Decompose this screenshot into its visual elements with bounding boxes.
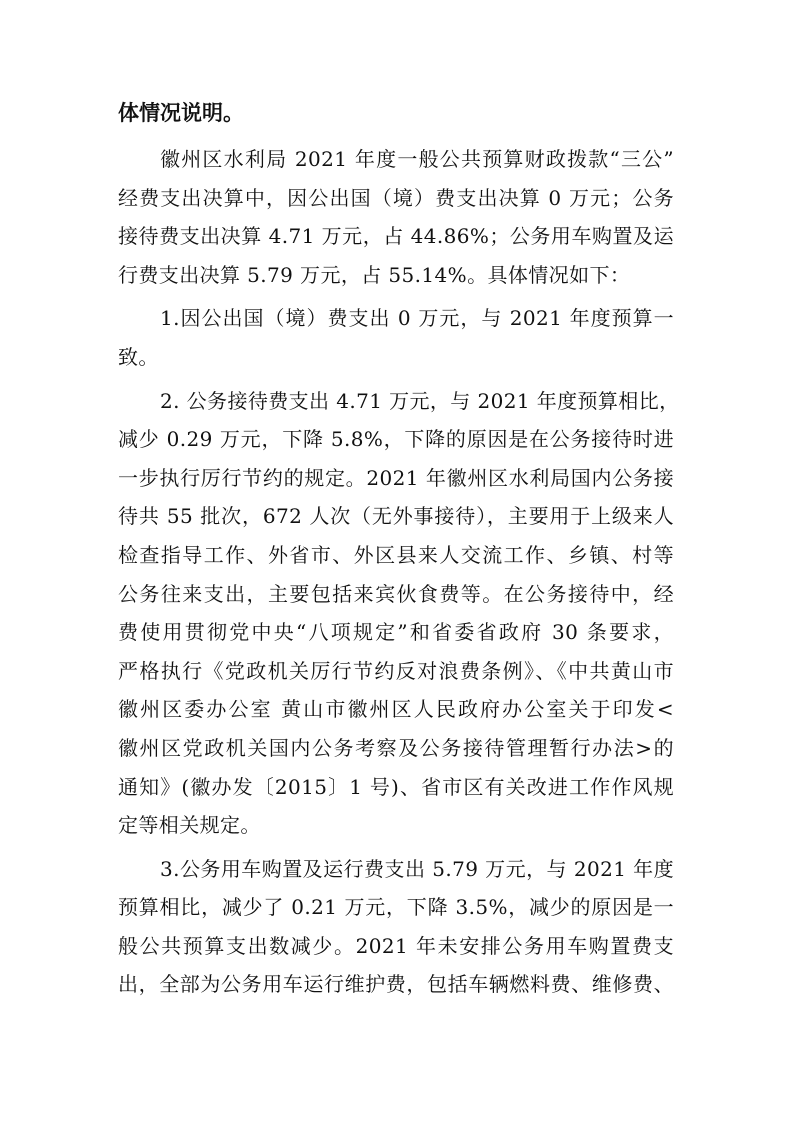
paragraph-3-line-5: 检查指导工作、外省市、外区县来人交流工作、乡镇、村等 (118, 542, 674, 567)
section-heading: 体情况说明。 (118, 101, 244, 125)
paragraph-4-line-3: 般公共预算支出数减少。2021 年未安排公务用车购置费支 (118, 933, 674, 958)
document-body (118, 140, 680, 1004)
paragraph-4-line-4: 出，全部为公务用车运行维护费，包括车辆燃料费、维修费、 (118, 972, 674, 997)
paragraph-3-line-9: 徽州区委办公室 黄山市徽州区人民政府办公室关于印发< (118, 697, 674, 722)
paragraph-3-line-1: 2. 公务接待费支出 4.71 万元，与 2021 年度预算相比， (160, 388, 680, 413)
paragraph-2-line-1: 1.因公出国（境）费支出 0 万元，与 2021 年度预算一 (160, 306, 674, 331)
paragraph-3-line-2: 减少 0.29 万元，下降 5.8%，下降的原因是在公务接待时进 (118, 427, 674, 452)
paragraph-3-line-6: 公务往来支出，主要包括来宾伙食费等。在公务接待中，经 (118, 581, 674, 606)
paragraph-3-line-3: 一步执行厉行节约的规定。2021 年徽州区水利局国内公务接 (118, 465, 674, 490)
paragraph-2-line-2: 致。 (118, 344, 159, 369)
paragraph-3-line-11: 通知》(徽办发〔2015〕1 号)、省市区有关改进工作作风规 (118, 774, 674, 799)
paragraph-4-line-2: 预算相比，减少了 0.21 万元，下降 3.5%，减少的原因是一 (118, 895, 674, 920)
paragraph-1-line-2: 经费支出决算中，因公出国（境）费支出决算 0 万元；公务 (118, 185, 674, 210)
paragraph-3-line-4: 待共 55 批次，672 人次（无外事接待），主要用于上级来人 (118, 504, 674, 529)
paragraph-3-line-8: 严格执行《党政机关厉行节约反对浪费条例》、《中共黄山市 (118, 658, 674, 683)
paragraph-3-line-10: 徽州区党政机关国内公务考察及公务接待管理暂行办法>的 (118, 735, 674, 760)
paragraph-3-line-7: 费使用贯彻党中央“八项规定”和省委省政府 30 条要求， (118, 620, 674, 645)
paragraph-4-line-1: 3.公务用车购置及运行费支出 5.79 万元，与 2021 年度 (160, 856, 674, 881)
paragraph-1-line-3: 接待费支出决算 4.71 万元，占 44.86%；公务用车购置及运 (118, 224, 674, 249)
paragraph-3-line-12: 定等相关规定。 (118, 813, 261, 838)
paragraph-1-line-4: 行费支出决算 5.79 万元，占 55.14%。具体情况如下： (118, 262, 631, 287)
paragraph-1-line-1: 徽州区水利局 2021 年度一般公共预算财政拨款“三公” (160, 147, 674, 171)
